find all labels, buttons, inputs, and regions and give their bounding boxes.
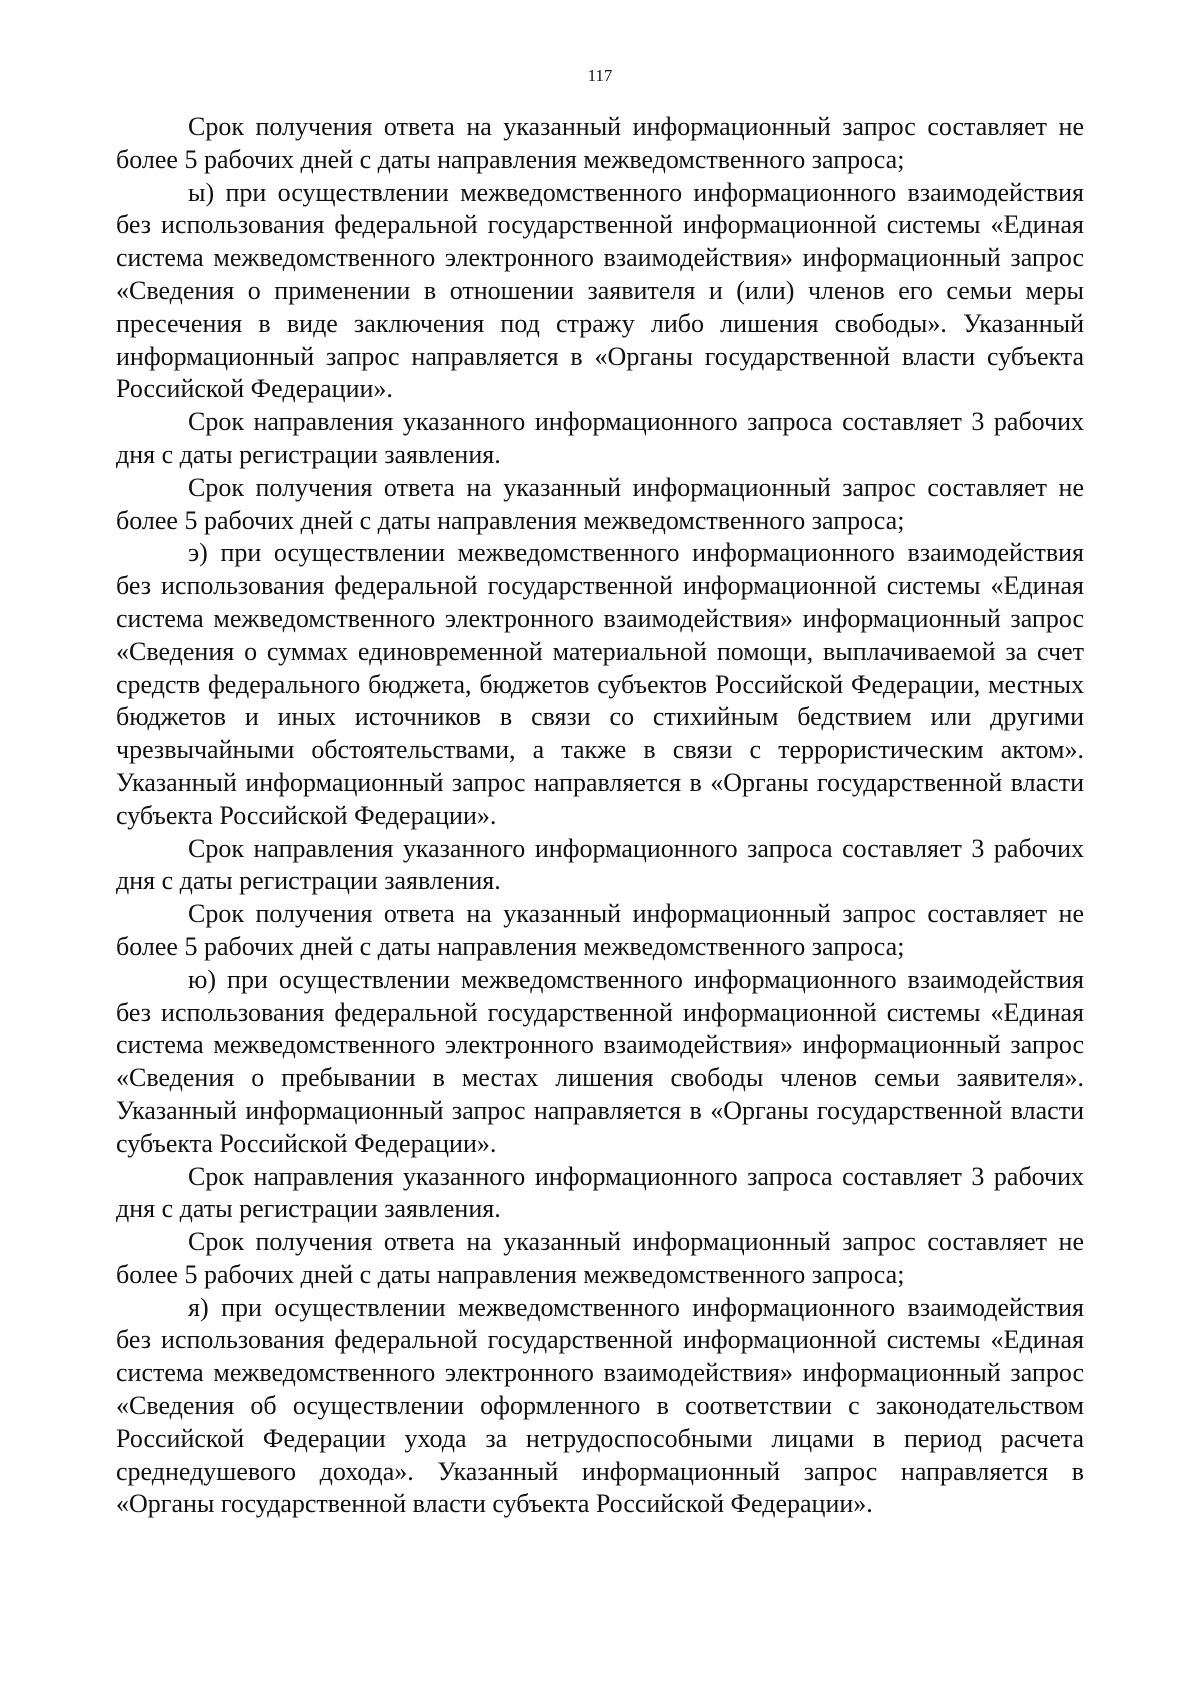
paragraph-request-deadline: Срок направления указанного информационного запроса составляет 3 рабочих дня с даты регистрации заявления.	[116, 407, 1084, 469]
paragraph-request-deadline: Срок направления указанного информационного запроса составляет 3 рабочих дня с даты регистрации заявления.	[116, 1161, 1084, 1224]
page-number: 117	[587, 66, 613, 85]
paragraph-item-e: э) при осуществлении межведомственного информационного взаимодействия без использования федеральной государственной информационной системы «Единая система межведомственного электронного взаимодействия» информационный запрос «Сведения о суммах единовременной материальной помощи, выплачиваемой за счет средств федерального бюджета, бюджетов субъектов Российской Федерации, местных бюджетов и иных источников в связи со стихийным бедствием или другими чрезвычайными обстоятельствами, а также в связи с террористическим актом». Указанный информационный запрос направляется в «Органы государственной власти субъекта Российской Федерации».	[116, 538, 1084, 830]
paragraph-response-deadline: Срок получения ответа на указанный информационный запрос составляет не более 5 рабочих дней с даты направления межведомственного запроса;	[116, 899, 1084, 961]
document-body	[116, 111, 1084, 1521]
paragraph-response-deadline: Срок получения ответа на указанный информационный запрос составляет не более 5 рабочих дней с даты направления межведомственного запроса;	[116, 472, 1084, 535]
paragraph-item-ya: я) при осуществлении межведомственного информационного взаимодействия без использования федеральной государственной информационной системы «Единая система межведомственного электронного взаимодействия» информационный запрос «Сведения об осуществлении оформленного в соответствии с законодательством Российской Федерации ухода за нетрудоспособными лицами в период расчета среднедушевого дохода». Указанный информационный запрос направляется в «Органы государственной власти субъекта Российской Федерации».	[116, 1292, 1084, 1519]
paragraph-response-deadline: Срок получения ответа на указанный информационный запрос составляет не более 5 рабочих дней с даты направления межведомственного запроса;	[116, 112, 1084, 174]
paragraph-item-y: ы) при осуществлении межведомственного информационного взаимодействия без использования федеральной государственной информационной системы «Единая система межведомственного электронного взаимодействия» информационный запрос «Сведения о применении в отношении заявителя и (или) членов его семьи меры пресечения в виде заключения под стражу либо лишения свободы». Указанный информационный запрос направляется в «Органы государственной власти субъекта Российской Федерации».	[116, 177, 1084, 404]
paragraph-response-deadline: Срок получения ответа на указанный информационный запрос составляет не более 5 рабочих дней с даты направления межведомственного запроса;	[116, 1227, 1084, 1289]
paragraph-item-yu: ю) при осуществлении межведомственного информационного взаимодействия без использования федеральной государственной информационной системы «Единая система межведомственного электронного взаимодействия» информационный запрос «Сведения о пребывании в местах лишения свободы членов семьи заявителя». Указанный информационный запрос направляется в «Органы государственной власти субъекта Российской Федерации».	[116, 964, 1084, 1158]
paragraph-request-deadline: Срок направления указанного информационного запроса составляет 3 рабочих дня с даты регистрации заявления.	[116, 833, 1084, 896]
